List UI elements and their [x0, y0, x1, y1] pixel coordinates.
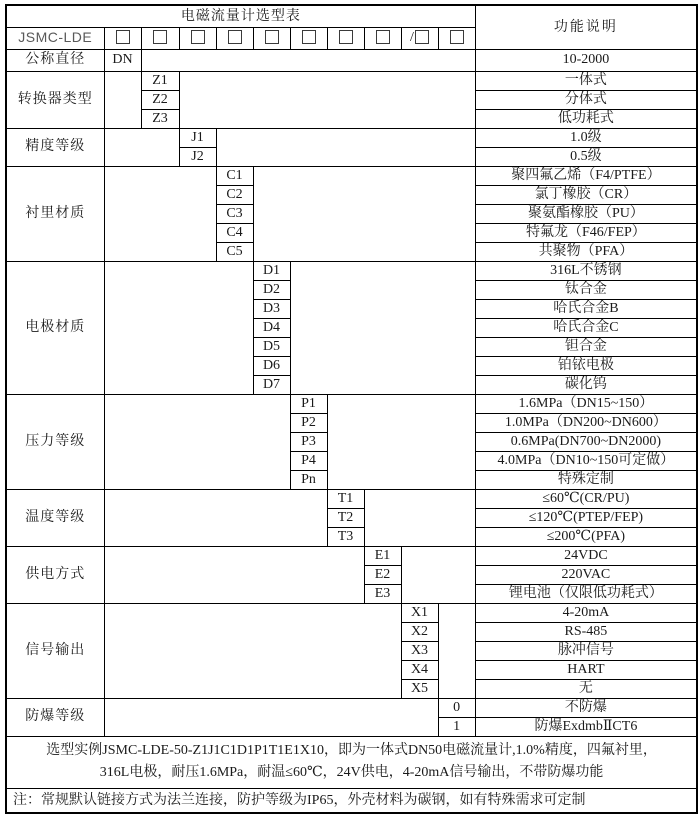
code-cell: T3 — [327, 527, 364, 546]
table-row — [6, 166, 697, 185]
function-cell: ≤120℃(PTEP/FEP) — [475, 508, 697, 527]
code-cell: E1 — [364, 546, 401, 565]
code-cell: 0 — [438, 698, 475, 717]
empty-cell — [216, 128, 475, 166]
table-row — [6, 261, 697, 280]
model-code-cell — [216, 27, 253, 49]
function-cell: 4-20mA — [475, 603, 697, 622]
code-cell: D7 — [253, 375, 290, 394]
code-cell: E2 — [364, 565, 401, 584]
function-cell: 氯丁橡胶（CR） — [475, 185, 697, 204]
function-cell: 一体式 — [475, 71, 697, 90]
empty-cell — [364, 489, 475, 546]
table-row — [6, 546, 697, 565]
model-code-cell — [438, 27, 475, 49]
model-code-cell — [327, 27, 364, 49]
model-code-cell — [104, 27, 141, 49]
code-cell: X5 — [401, 679, 438, 698]
function-cell: 1.0MPa（DN200~DN600） — [475, 413, 697, 432]
empty-cell — [104, 166, 216, 261]
checkbox-icon — [450, 30, 464, 44]
note-text: 注：常规默认链接方式为法兰连接，防护等级为IP65，外壳材料为碳钢，如有特殊需求可定制 — [6, 788, 697, 813]
checkbox-icon — [228, 30, 242, 44]
table-row — [6, 128, 697, 147]
empty-cell — [104, 546, 364, 603]
table-row — [6, 49, 697, 71]
function-cell: 220VAC — [475, 565, 697, 584]
code-cell: X3 — [401, 641, 438, 660]
table-row — [6, 489, 697, 508]
function-cell: 哈氏合金B — [475, 299, 697, 318]
code-cell: Z1 — [141, 71, 179, 90]
table-row — [6, 698, 697, 717]
empty-cell — [104, 394, 290, 489]
function-cell: 无 — [475, 679, 697, 698]
model-code-cell — [179, 27, 216, 49]
function-cell: 钽合金 — [475, 337, 697, 356]
function-cell: 10-2000 — [475, 49, 697, 71]
code-cell: C3 — [216, 204, 253, 223]
checkbox-icon — [339, 30, 353, 44]
function-cell: 聚氨酯橡胶（PU） — [475, 204, 697, 223]
checkbox-icon — [191, 30, 205, 44]
category-label: 防爆等级 — [6, 698, 104, 736]
model-code-cell — [253, 27, 290, 49]
function-cell: 1.0级 — [475, 128, 697, 147]
code-cell: P2 — [290, 413, 327, 432]
category-label: 温度等级 — [6, 489, 104, 546]
code-cell: E3 — [364, 584, 401, 603]
category-label: 公称直径 — [6, 49, 104, 71]
table-title: 电磁流量计选型表 — [6, 5, 475, 27]
checkbox-icon — [376, 30, 390, 44]
code-cell: Z2 — [141, 90, 179, 109]
empty-cell — [401, 546, 475, 603]
code-cell: D2 — [253, 280, 290, 299]
function-cell: 0.5级 — [475, 147, 697, 166]
code-cell: T1 — [327, 489, 364, 508]
code-cell: C2 — [216, 185, 253, 204]
code-cell: D4 — [253, 318, 290, 337]
empty-cell — [179, 71, 475, 128]
empty-cell — [104, 261, 253, 394]
code-cell: D1 — [253, 261, 290, 280]
function-cell: 4.0MPa（DN10~150可定做） — [475, 451, 697, 470]
function-cell: 0.6MPa(DN700~DN2000) — [475, 432, 697, 451]
code-cell: J1 — [179, 128, 216, 147]
function-cell: HART — [475, 660, 697, 679]
function-cell: ≤200℃(PFA) — [475, 527, 697, 546]
checkbox-icon — [302, 30, 316, 44]
table-row — [6, 5, 697, 27]
function-cell: 防爆ExdmbⅡCT6 — [475, 717, 697, 736]
code-cell: X1 — [401, 603, 438, 622]
category-label: 压力等级 — [6, 394, 104, 489]
empty-cell — [104, 128, 179, 166]
selection-example-line: 选型实例JSMC-LDE-50-Z1J1C1D1P1T1E1X10，即为一体式DN50电磁流量计,1.0%精度，四氟衬里， — [46, 743, 657, 759]
function-column-header: 功能说明 — [475, 5, 697, 49]
checkbox-icon — [153, 30, 167, 44]
code-cell: X2 — [401, 622, 438, 641]
table-row — [6, 603, 697, 622]
category-label: 信号输出 — [6, 603, 104, 698]
selection-example — [6, 736, 697, 788]
empty-cell — [104, 603, 401, 698]
table-row — [6, 736, 697, 788]
function-cell: 特殊定制 — [475, 470, 697, 489]
code-cell: D3 — [253, 299, 290, 318]
function-cell: 分体式 — [475, 90, 697, 109]
selection-example-line: 316L电极，耐压1.6MPa，耐温≤60℃，24V供电，4-20mA信号输出，不带防爆功能 — [99, 765, 604, 780]
function-cell: 1.6MPa（DN15~150） — [475, 394, 697, 413]
category-label: 电极材质 — [6, 261, 104, 394]
code-cell: DN — [104, 49, 141, 71]
code-cell: D5 — [253, 337, 290, 356]
function-cell: 24VDC — [475, 546, 697, 565]
function-cell: 钛合金 — [475, 280, 697, 299]
slash-separator: / — [410, 30, 414, 46]
category-label: 衬里材质 — [6, 166, 104, 261]
code-cell: P4 — [290, 451, 327, 470]
code-cell: T2 — [327, 508, 364, 527]
category-label: 精度等级 — [6, 128, 104, 166]
function-cell: 低功耗式 — [475, 109, 697, 128]
function-cell: 脉冲信号 — [475, 641, 697, 660]
function-cell: ≤60℃(CR/PU) — [475, 489, 697, 508]
empty-cell — [327, 394, 475, 489]
model-code-cell — [290, 27, 327, 49]
table-row — [6, 71, 697, 90]
function-cell: 特氟龙（F46/FEP） — [475, 223, 697, 242]
selection-table-body — [6, 5, 697, 813]
empty-cell — [104, 71, 141, 128]
selection-table — [5, 4, 698, 814]
code-cell: C1 — [216, 166, 253, 185]
code-cell: Z3 — [141, 109, 179, 128]
code-cell: C4 — [216, 223, 253, 242]
code-cell: X4 — [401, 660, 438, 679]
code-cell: P1 — [290, 394, 327, 413]
function-cell: 聚四氟乙烯（F4/PTFE） — [475, 166, 697, 185]
function-cell: 铂铱电极 — [475, 356, 697, 375]
table-row — [6, 788, 697, 813]
category-label: 转换器类型 — [6, 71, 104, 128]
checkbox-icon — [415, 30, 429, 44]
function-cell: 锂电池（仅限低功耗式） — [475, 584, 697, 603]
model-code-cell — [401, 27, 438, 49]
empty-cell — [141, 49, 475, 71]
empty-cell — [104, 698, 438, 736]
function-cell: RS-485 — [475, 622, 697, 641]
code-cell: 1 — [438, 717, 475, 736]
function-cell: 哈氏合金C — [475, 318, 697, 337]
checkbox-icon — [265, 30, 279, 44]
function-cell: 不防爆 — [475, 698, 697, 717]
code-cell: C5 — [216, 242, 253, 261]
function-cell: 碳化钨 — [475, 375, 697, 394]
empty-cell — [438, 603, 475, 698]
category-label: 供电方式 — [6, 546, 104, 603]
code-cell: J2 — [179, 147, 216, 166]
empty-cell — [104, 489, 327, 546]
empty-cell — [290, 261, 475, 394]
code-cell: Pn — [290, 470, 327, 489]
code-cell: P3 — [290, 432, 327, 451]
function-cell: 316L不锈钢 — [475, 261, 697, 280]
function-cell: 共聚物（PFA） — [475, 242, 697, 261]
code-cell: D6 — [253, 356, 290, 375]
checkbox-icon — [116, 30, 130, 44]
model-prefix: JSMC-LDE — [6, 27, 104, 49]
model-code-cell — [141, 27, 179, 49]
table-row — [6, 394, 697, 413]
model-code-cell — [364, 27, 401, 49]
empty-cell — [253, 166, 475, 261]
